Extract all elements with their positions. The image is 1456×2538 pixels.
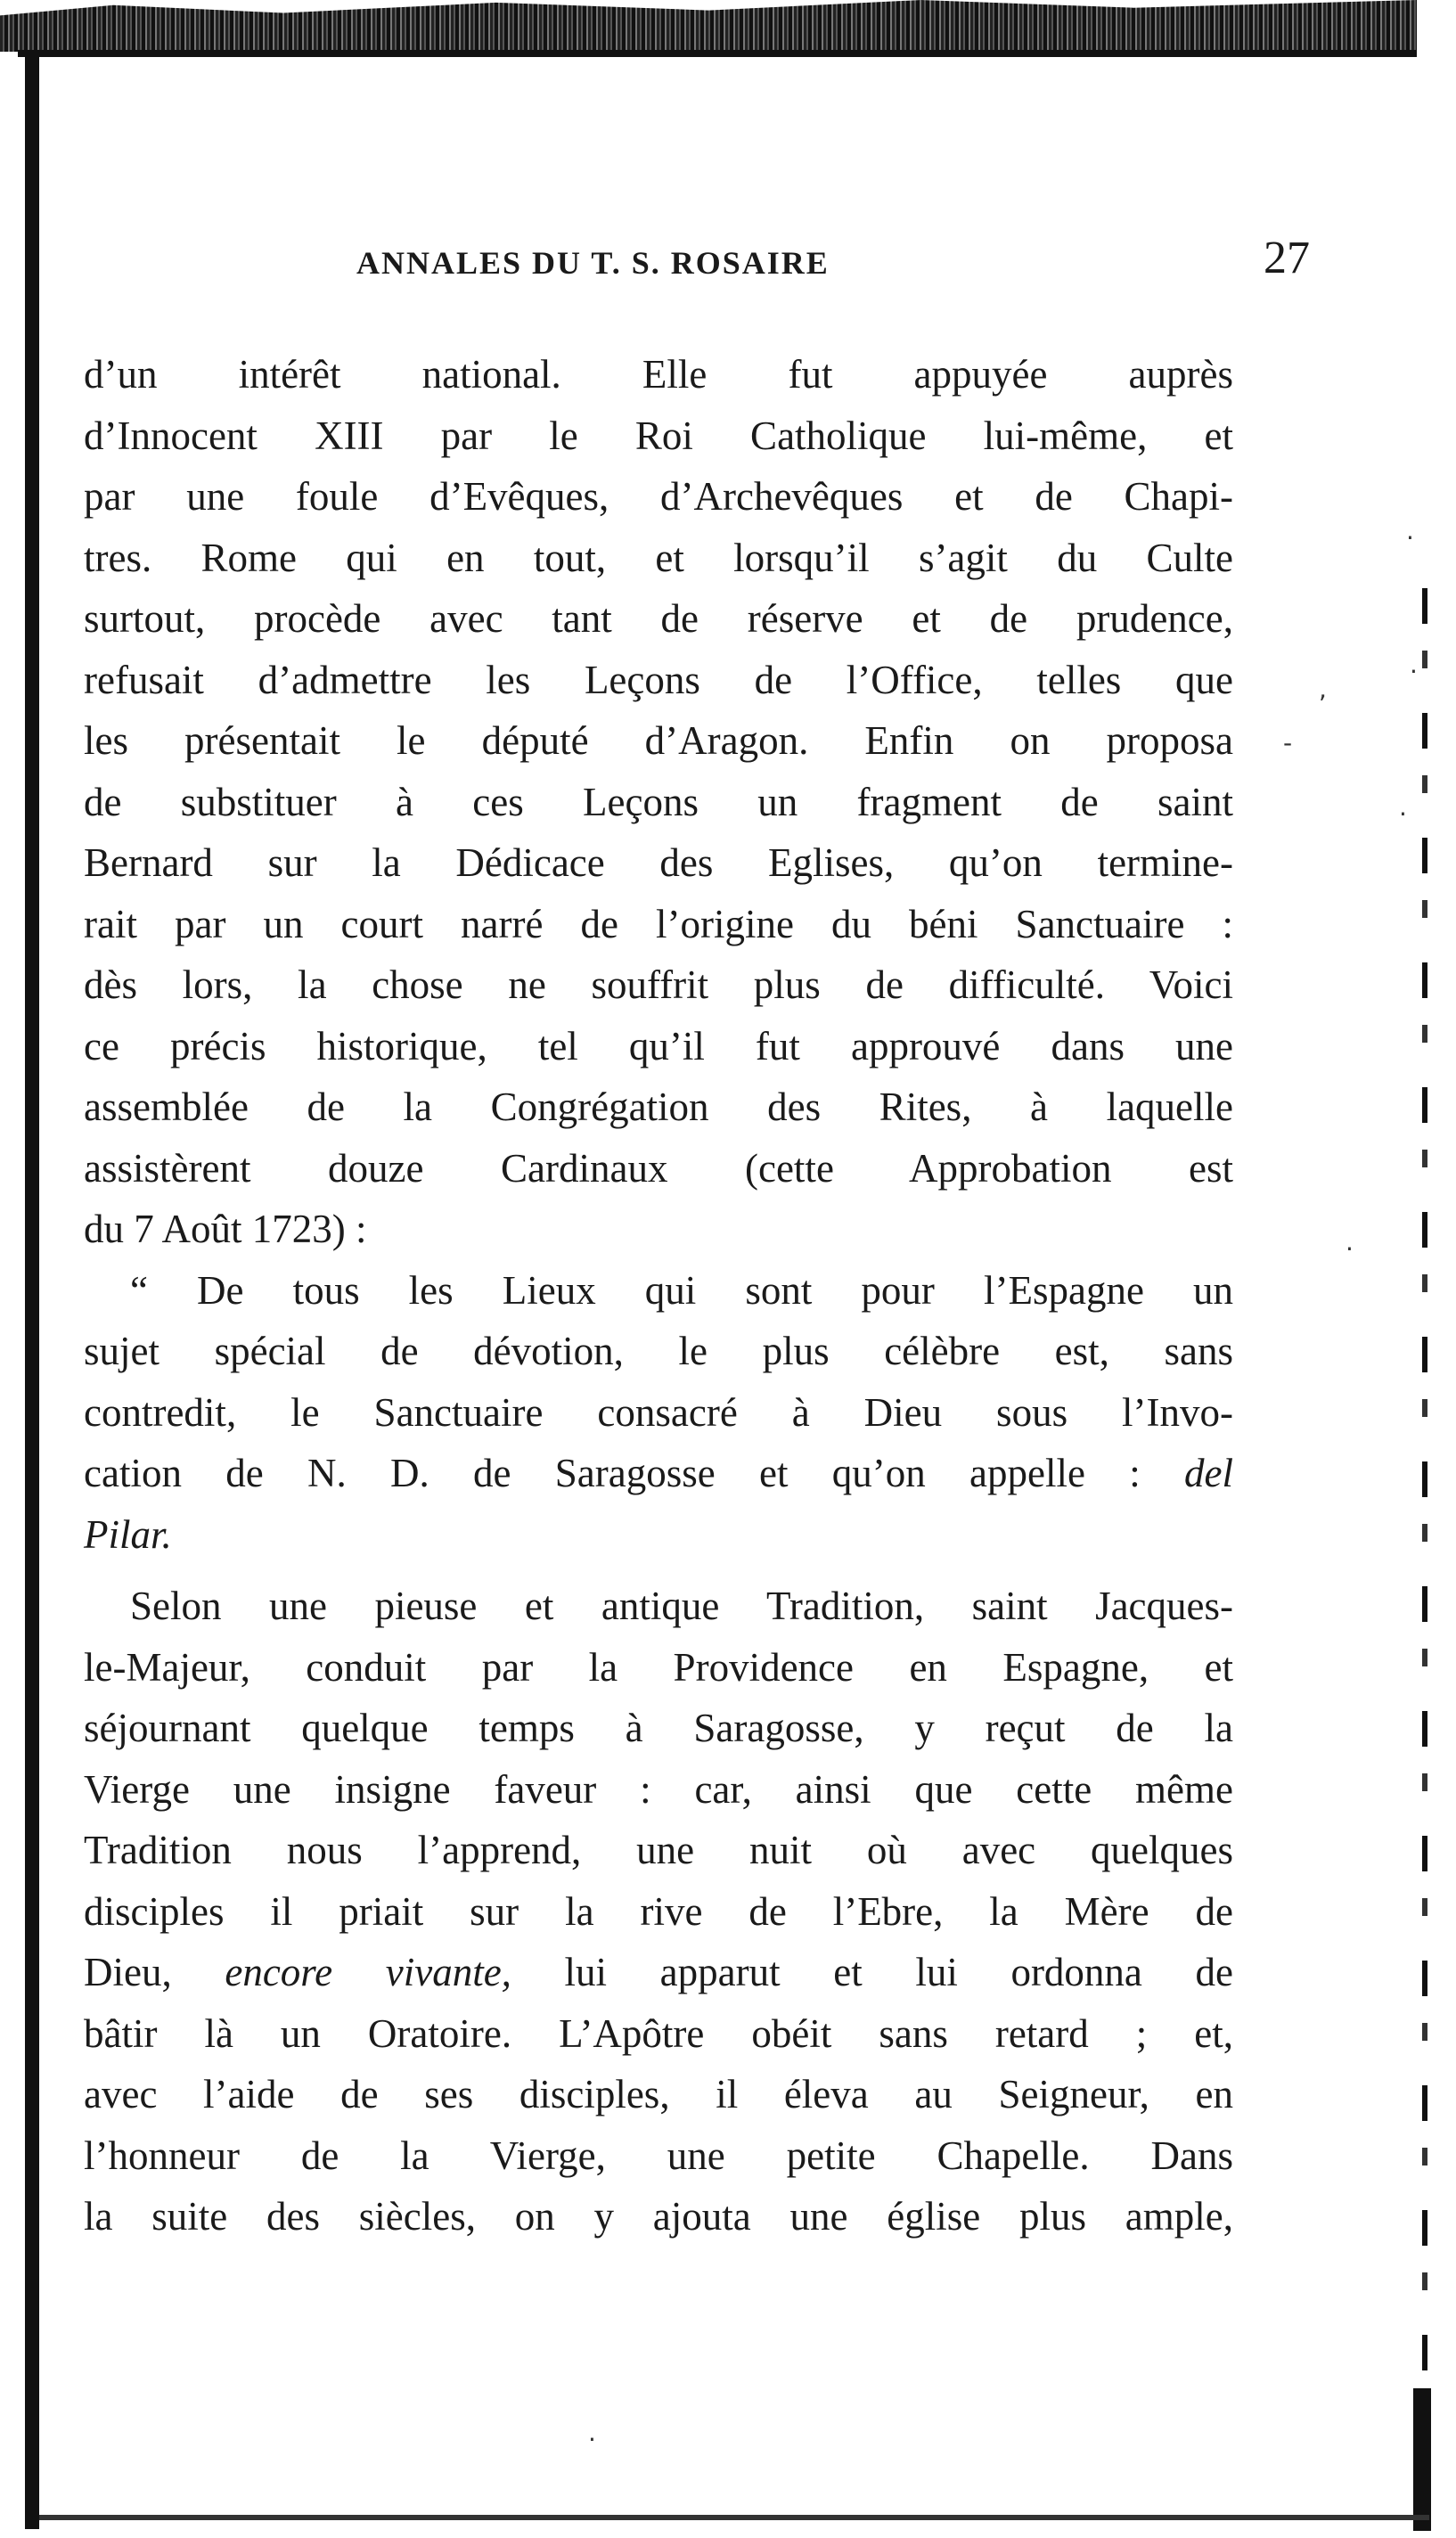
left-border-rule xyxy=(25,52,39,2529)
text-run: Dieu, xyxy=(84,1950,172,1994)
body-text xyxy=(84,344,1233,2247)
text-line: disciples il priait sur la rive de l’Ebre, la Mère de xyxy=(84,1888,1233,1934)
running-header xyxy=(356,233,1310,292)
scan-speck: . xyxy=(588,2418,596,2447)
text-run: lui apparut et lui ordonna de xyxy=(564,1950,1234,1994)
text-line: Bernard sur la Dédicace des Eglises, qu’on termine- xyxy=(84,840,1233,885)
scan-speck: - xyxy=(1283,728,1293,757)
text-line: par une foule d’Evêques, d’Archevêques et de Chapi- xyxy=(84,474,1233,519)
text-line: refusait d’admettre les Leçons de l’Office, telles que xyxy=(84,657,1233,702)
text-line: d’un intérêt national. Elle fut appuyée auprès xyxy=(84,352,1233,397)
text-line-with-italic xyxy=(84,1942,1233,2003)
text-line: tres. Rome qui en tout, et lorsqu’il s’agit du Culte xyxy=(84,535,1233,580)
top-border-rule xyxy=(18,50,1417,57)
top-border-scan-edge xyxy=(0,0,1417,52)
paragraph-gap xyxy=(84,1565,1233,1576)
italic-word: Pilar. xyxy=(84,1511,172,1557)
scan-speck: . xyxy=(1346,1227,1354,1257)
text-line: l’honneur de la Vierge, une petite Chapelle. Dans xyxy=(84,2133,1233,2178)
text-line: ce précis historique, tel qu’il fut approuvé dans une xyxy=(84,1023,1233,1068)
text-line: la suite des siècles, on y ajouta une église plus ample, xyxy=(84,2194,1233,2239)
scan-speck: · xyxy=(1399,799,1407,829)
text-line: surtout, procède avec tant de réserve et de prudence, xyxy=(84,596,1233,641)
scan-speck: · xyxy=(1410,657,1418,686)
text-line: assistèrent douze Cardinaux (cette Approbation est xyxy=(84,1145,1233,1191)
text-line: rait par un court narré de l’origine du béni Sanctuaire : xyxy=(84,901,1233,946)
text-line: Selon une pieuse et antique Tradition, saint Jacques- xyxy=(130,1584,1233,1628)
text-line: assemblée de la Congrégation des Rites, à laquelle xyxy=(84,1085,1233,1129)
italic-word: del xyxy=(1184,1451,1233,1495)
text-line: le-Majeur, conduit par la Providence en Espagne, et xyxy=(84,1644,1233,1690)
italic-phrase: encore vivante, xyxy=(225,1950,511,1994)
text-line: “ De tous les Lieux qui sont pour l’Espagne un xyxy=(130,1267,1233,1313)
running-title: ANNALES DU T. S. ROSAIRE xyxy=(356,245,830,281)
text-line: dès lors, la chose ne souffrit plus de difficulté. Voici xyxy=(84,962,1233,1007)
right-bottom-mark xyxy=(1413,2388,1431,2531)
text-line: du 7 Août 1723) : xyxy=(84,1207,367,1251)
text-line: bâtir là un Oratoire. L’Apôtre obéit sans retard ; et, xyxy=(84,2010,1233,2056)
text-line: avec l’aide de ses disciples, il éleva au Seigneur, en xyxy=(84,2072,1233,2116)
page-number: 27 xyxy=(1264,233,1310,283)
text-line: les présentait le député d’Aragon. Enfin on proposa xyxy=(84,718,1233,763)
scan-speck: · xyxy=(1406,523,1414,553)
text-run: cation de N. D. de Saragosse et qu’on appelle : xyxy=(84,1451,1141,1495)
text-line: séjournant quelque temps à Saragosse, y reçut de la xyxy=(84,1706,1233,1750)
text-line-italic xyxy=(84,1504,1233,1566)
right-border-marks xyxy=(1422,588,1427,2460)
text-line: Vierge une insigne faveur : car, ainsi que cette même xyxy=(84,1766,1233,1812)
text-line: contredit, le Sanctuaire consacré à Dieu sous l’Invo- xyxy=(84,1389,1233,1435)
text-line: sujet spécial de dévotion, le plus célèbre est, sans xyxy=(84,1329,1233,1373)
text-line: de substituer à ces Leçons un fragment de saint xyxy=(84,779,1233,824)
scan-speck: , xyxy=(1319,675,1327,704)
text-line: d’Innocent XIII par le Roi Catholique lui-même, et xyxy=(84,413,1233,458)
text-line-with-italic xyxy=(84,1443,1233,1504)
text-line: Tradition nous l’apprend, une nuit où avec quelques xyxy=(84,1828,1233,1872)
bottom-border-rule xyxy=(39,2515,1429,2520)
